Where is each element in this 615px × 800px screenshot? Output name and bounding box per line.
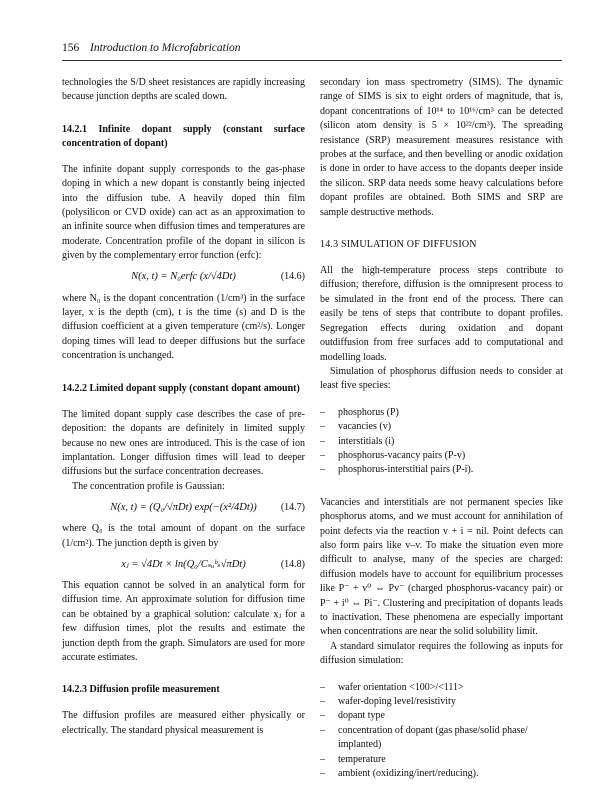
list-item: – interstitials (i) <box>320 435 563 449</box>
paragraph: The infinite dopant supply corresponds to the gas-phase doping in which a new dopant is constantly being injected into the diffusion tube. A heavily doped thin film (polysilicon or CVD oxide) can act as an approximation to an infinite source when diffusion times and temperatures are moderate. Concentration profile of the dopant in silicon is given by the complementary error function (erfc): <box>62 163 305 262</box>
equation-14-8 <box>62 555 305 575</box>
simulator-inputs-list <box>320 681 563 782</box>
running-header <box>62 40 562 61</box>
list-item: – temperature <box>320 753 563 767</box>
paragraph: This equation cannot be solved in an analytical form for diffusion time. An approximate solution for diffusion time can be obtained by a graphical solution: calculate xⱼ for a few diffusion times, plot the results and estimate the junction depth from the graph. Simulators are used for more accurate estimates. <box>62 579 305 663</box>
paragraph: Vacancies and interstitials are not permanent species like phosphorus atoms, and we must account for annihilation of point defects via the reaction v + i = nil. Point defects can also form pairs like v–v. To make the situation even more difficult to analyse, many of the species are charged: diffusion models have to account for equilibrium processes like P⁻ + v⁰ ⇔ Pv⁻ (charged phosphorus-vacancy pair) or P⁻ + i⁰ ⇔ Pi⁻. Clustering and precipitation of dopants leads to inactivation. These phenomena are especially important when concentrations are near the solid solubility limit. <box>320 496 563 638</box>
equation-14-7 <box>62 498 305 518</box>
equation-body: N(x, t) = (Q₀/√πDt) exp(−(x²/4Dt)) <box>110 501 257 513</box>
equation-number: (14.8) <box>280 558 305 570</box>
paragraph: where Q₀ is the total amount of dopant on the surface (1/cm²). The junction depth is given by <box>62 523 305 549</box>
section-heading-14-2-3: 14.2.3 Diffusion profile measurement <box>62 684 220 696</box>
list-item: – concentration of dopant (gas phase/solid phase/ implanted) <box>320 724 563 753</box>
list-item: – phosphorus (P) <box>320 406 563 420</box>
species-list <box>320 406 563 478</box>
section-heading-14-2-2: 14.2.2 Limited dopant supply (constant dopant amount) <box>62 382 300 394</box>
list-item: – phosphorus-vacancy pairs (P-v) <box>320 449 563 463</box>
equation-number: (14.6) <box>280 271 305 283</box>
list-item: – dopant type <box>320 709 563 723</box>
section-heading-14-3: 14.3 SIMULATION OF DIFFUSION <box>320 239 477 251</box>
list-item: – wafer orientation <100>/<111> <box>320 681 563 695</box>
equation-number: (14.7) <box>280 501 305 513</box>
equation-14-6 <box>62 268 305 288</box>
intro-paragraph: technologies the S/D sheet resistances are rapidly increasing because junction depths are scaled down. <box>62 77 305 103</box>
paragraph: The concentration profile is Gaussian: <box>72 480 225 492</box>
right-column <box>320 76 563 781</box>
paragraph: secondary ion mass spectrometry (SIMS). The dynamic range of SIMS is six to eight orders of magnitude, that is, dopant concentrations of 10¹⁴ to 10¹⁶/cm³ can be detected (silicon atom density is 5 × 10²²/cm³). The spreading resistance (SRP) measurement measures resistance with probes at the surface, and then bevelling or anodic oxidation is done in order to have access to the dopants deeper inside the silicon. SRP data needs some heavy calculations before dopant profiles are obtained. Both SIMS and SRP are sample destructive methods. <box>320 77 563 218</box>
paragraph: Simulation of phosphorus diffusion needs to consider at least five species: <box>320 365 563 392</box>
list-item: – ambient (oxidizing/inert/reducing). <box>320 767 563 781</box>
list-item: – phosphorus-interstitial pairs (P-i). <box>320 463 563 477</box>
section-heading-14-2-1: 14.2.1 Infinite dopant supply (constant surface concentration of dopant) <box>62 123 305 149</box>
paragraph: where N₀ is the dopant concentration (1/cm³) in the surface layer, x is the depth (cm), t is the time (s) and D is the diffusion coefficient at a given temperature (cm²/s). Longer doping times will lead to deeper diffusions but the surface concentration is unchanged. <box>62 292 305 362</box>
running-title: Introduction to Microfabrication <box>90 42 241 54</box>
paragraph: The limited dopant supply case describes the case of pre-deposition: the dopants are definitely in limited supply because no new ones are introduced. This is the case of ion implantation. Longer diffusion times will lead to deeper diffusions but the surface concentration decreases. <box>62 408 305 478</box>
paragraph: All the high-temperature process steps contribute to diffusion; therefore, diffusion is the omnipresent process to be simulated in the front end of the process. There can easily be tens of steps that contribute to dopant profiles. Segregation effects during oxidation and dopant outdiffusion from free surfaces add to computational and modelling loads. <box>320 265 563 363</box>
equation-body: N(x, t) = N₀erfc (x/√4Dt) <box>131 271 236 283</box>
list-item: – vacancies (v) <box>320 420 563 434</box>
paragraph: A standard simulator requires the following as inputs for diffusion simulation: <box>320 640 563 667</box>
page-number: 156 <box>62 42 80 54</box>
equation-body: xⱼ = √4Dt × ln(Q₀/Cₛᵤᵇₛ√πDt) <box>121 558 246 570</box>
left-column <box>62 76 305 738</box>
paragraph: The diffusion profiles are measured either physically or electrically. The standard physical measurement is <box>62 710 305 736</box>
list-item: – wafer-doping level/resistivity <box>320 695 563 709</box>
